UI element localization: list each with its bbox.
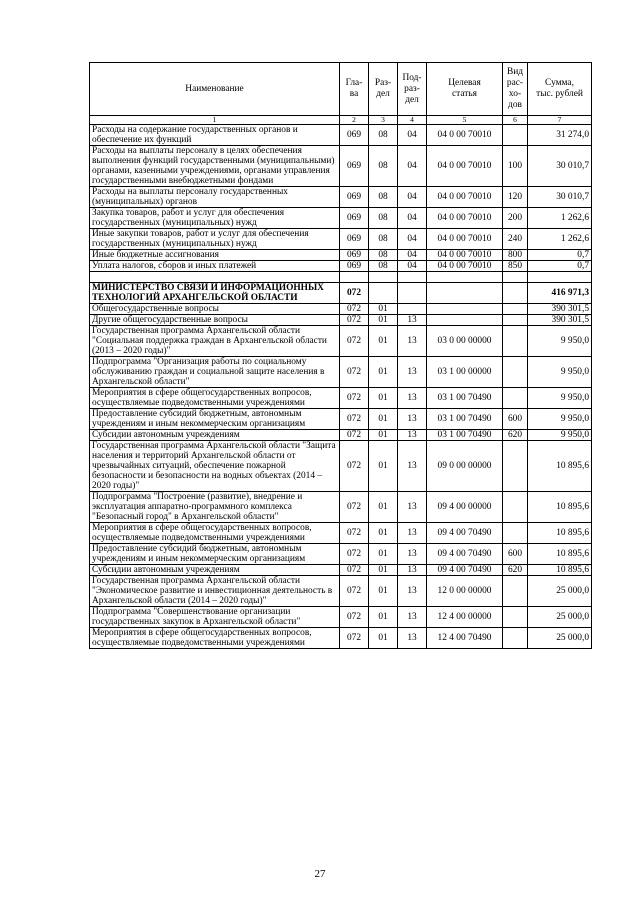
header-chapter: Гла- ва — [340, 63, 369, 116]
row-sum: 390 301,5 — [528, 304, 592, 315]
table-row — [90, 261, 592, 272]
row-subsection: 13 — [398, 492, 427, 523]
header-target-article: Целевая статья — [427, 63, 503, 116]
row-target-article: 03 1 00 00000 — [427, 357, 503, 388]
row-sum: 0,7 — [528, 261, 592, 272]
row-chapter: 069 — [340, 250, 369, 261]
table-row — [90, 315, 592, 326]
row-section: 01 — [369, 544, 398, 565]
row-section: 01 — [369, 409, 398, 430]
header-sum: Сумма, тыс. рублей — [528, 63, 592, 116]
row-target-article: 09 4 00 70490 — [427, 544, 503, 565]
header-name: Наименование — [90, 63, 340, 116]
row-name: Расходы на выплаты персоналу в целях обеспечения выполнения функций государственными (муниципальными) органами, казенными учреждениями, органами управления государственными внебюджетными фондами — [90, 146, 340, 187]
row-subsection: 04 — [398, 187, 427, 208]
row-chapter: 069 — [340, 229, 369, 250]
row-sum: 0,7 — [528, 250, 592, 261]
row-chapter: 072 — [340, 565, 369, 576]
row-section: 01 — [369, 523, 398, 544]
row-section: 08 — [369, 229, 398, 250]
row-chapter: 072 — [340, 357, 369, 388]
row-section: 01 — [369, 357, 398, 388]
row-expense-type: 800 — [503, 250, 528, 261]
row-sum: 31 274,0 — [528, 125, 592, 146]
table-row — [90, 326, 592, 357]
row-target-article: 04 0 00 70010 — [427, 146, 503, 187]
row-sum: 30 010,7 — [528, 187, 592, 208]
row-sum: 25 000,0 — [528, 576, 592, 607]
row-section: 08 — [369, 261, 398, 272]
row-target-article: 04 0 00 70010 — [427, 125, 503, 146]
row-name: Иные закупки товаров, работ и услуг для обеспечения государственных (муниципальных) нужд — [90, 229, 340, 250]
row-name: Уплата налогов, сборов и иных платежей — [90, 261, 340, 272]
row-chapter: 072 — [340, 523, 369, 544]
row-subsection: 04 — [398, 229, 427, 250]
row-chapter: 072 — [340, 430, 369, 441]
row-target-article: 09 4 00 00000 — [427, 492, 503, 523]
row-subsection: 13 — [398, 357, 427, 388]
row-name: МИНИСТЕРСТВО СВЯЗИ И ИНФОРМАЦИОННЫХ ТЕХНОЛОГИЙ АРХАНГЕЛЬСКОЙ ОБЛАСТИ — [90, 283, 340, 304]
row-section: 08 — [369, 187, 398, 208]
row-expense-type: 120 — [503, 187, 528, 208]
row-name: Субсидии автономным учреждениям — [90, 565, 340, 576]
column-number: 1 — [90, 116, 340, 125]
row-section: 08 — [369, 250, 398, 261]
row-expense-type: 620 — [503, 430, 528, 441]
row-target-article — [427, 304, 503, 315]
row-subsection: 13 — [398, 565, 427, 576]
header-row — [90, 63, 592, 116]
row-name: Мероприятия в сфере общегосударственных вопросов, осуществляемые подведомственными учреждениями — [90, 388, 340, 409]
row-target-article — [427, 283, 503, 304]
row-target-article: 04 0 00 70010 — [427, 250, 503, 261]
row-section — [369, 283, 398, 304]
column-number-row — [90, 116, 592, 125]
row-name: Расходы на содержание государственных органов и обеспечение их функций — [90, 125, 340, 146]
row-section: 01 — [369, 326, 398, 357]
row-target-article: 12 4 00 00000 — [427, 607, 503, 628]
column-number: 7 — [528, 116, 592, 125]
row-sum: 9 950,0 — [528, 357, 592, 388]
row-target-article: 04 0 00 70010 — [427, 229, 503, 250]
table-row — [90, 441, 592, 492]
row-chapter: 069 — [340, 208, 369, 229]
table-row — [90, 146, 592, 187]
row-expense-type — [503, 523, 528, 544]
row-chapter: 072 — [340, 315, 369, 326]
row-chapter: 072 — [340, 388, 369, 409]
table-row — [90, 628, 592, 649]
table-row — [90, 304, 592, 315]
column-number: 3 — [369, 116, 398, 125]
row-chapter: 069 — [340, 187, 369, 208]
row-expense-type — [503, 357, 528, 388]
row-sum: 25 000,0 — [528, 628, 592, 649]
row-name: Субсидии автономным учреждениям — [90, 430, 340, 441]
table-row — [90, 430, 592, 441]
row-expense-type — [503, 441, 528, 492]
row-target-article — [427, 315, 503, 326]
row-subsection: 13 — [398, 326, 427, 357]
table-row — [90, 283, 592, 304]
row-section: 01 — [369, 565, 398, 576]
row-name: Расходы на выплаты персоналу государственных (муниципальных) органов — [90, 187, 340, 208]
row-sum: 30 010,7 — [528, 146, 592, 187]
row-expense-type: 850 — [503, 261, 528, 272]
row-sum: 1 262,6 — [528, 229, 592, 250]
row-subsection: 13 — [398, 388, 427, 409]
row-target-article: 04 0 00 70010 — [427, 261, 503, 272]
column-number: 5 — [427, 116, 503, 125]
row-sum: 25 000,0 — [528, 607, 592, 628]
row-chapter: 069 — [340, 261, 369, 272]
table-row — [90, 492, 592, 523]
row-sum: 9 950,0 — [528, 430, 592, 441]
row-target-article: 03 1 00 70490 — [427, 388, 503, 409]
row-name: Государственная программа Архангельской области "Социальная поддержка граждан в Архангельской области (2013 – 2020 годы)" — [90, 326, 340, 357]
table-row — [90, 125, 592, 146]
table-row — [90, 208, 592, 229]
page-number: 27 — [314, 868, 326, 880]
row-subsection: 13 — [398, 523, 427, 544]
row-subsection: 04 — [398, 146, 427, 187]
row-name: Мероприятия в сфере общегосударственных вопросов, осуществляемые подведомственными учреждениями — [90, 523, 340, 544]
row-sum: 416 971,3 — [528, 283, 592, 304]
row-expense-type — [503, 326, 528, 357]
row-section: 01 — [369, 304, 398, 315]
row-name: Закупка товаров, работ и услуг для обеспечения государственных (муниципальных) нужд — [90, 208, 340, 229]
table-row — [90, 523, 592, 544]
row-name: Другие общегосударственные вопросы — [90, 315, 340, 326]
row-chapter: 072 — [340, 576, 369, 607]
table-row — [90, 272, 592, 283]
table-row — [90, 576, 592, 607]
row-chapter: 072 — [340, 326, 369, 357]
row-subsection: 04 — [398, 208, 427, 229]
row-name: Подпрограмма "Организация работы по социальному обслуживанию граждан и социальной защите населения в Архангельской области" — [90, 357, 340, 388]
row-section: 01 — [369, 430, 398, 441]
row-target-article: 12 0 00 00000 — [427, 576, 503, 607]
row-name: Государственная программа Архангельской области "Экономическое развитие и инвестиционная деятельность в Архангельской области (2014 – 2020 годы)" — [90, 576, 340, 607]
row-section: 01 — [369, 441, 398, 492]
row-subsection: 13 — [398, 576, 427, 607]
table-row — [90, 607, 592, 628]
table-row — [90, 187, 592, 208]
column-number: 6 — [503, 116, 528, 125]
row-target-article: 12 4 00 70490 — [427, 628, 503, 649]
row-name: Государственная программа Архангельской области "Защита населения и территорий Архангельской области от чрезвычайных ситуаций, обеспечение пожарной безопасности и безопасности на водных объектах (2014 – 2020 годы)" — [90, 441, 340, 492]
row-target-article: 03 1 00 70490 — [427, 409, 503, 430]
row-chapter: 072 — [340, 492, 369, 523]
table-row — [90, 544, 592, 565]
row-sum: 9 950,0 — [528, 326, 592, 357]
row-name: Подпрограмма "Построение (развитие), внедрение и эксплуатация аппаратно-программного комплекса "Безопасный город" в Архангельской области" — [90, 492, 340, 523]
table-row — [90, 565, 592, 576]
row-section: 01 — [369, 388, 398, 409]
row-subsection: 13 — [398, 315, 427, 326]
row-expense-type — [503, 272, 528, 283]
row-chapter: 072 — [340, 283, 369, 304]
row-sum: 10 895,6 — [528, 492, 592, 523]
row-subsection — [398, 283, 427, 304]
row-sum: 390 301,5 — [528, 315, 592, 326]
row-chapter: 072 — [340, 441, 369, 492]
row-expense-type — [503, 125, 528, 146]
row-expense-type: 600 — [503, 544, 528, 565]
table-row — [90, 409, 592, 430]
row-sum: 10 895,6 — [528, 544, 592, 565]
row-chapter: 072 — [340, 304, 369, 315]
row-expense-type: 200 — [503, 208, 528, 229]
row-target-article: 04 0 00 70010 — [427, 208, 503, 229]
column-number: 4 — [398, 116, 427, 125]
row-subsection: 04 — [398, 261, 427, 272]
row-expense-type: 600 — [503, 409, 528, 430]
row-subsection: 13 — [398, 409, 427, 430]
row-sum: 9 950,0 — [528, 388, 592, 409]
row-name: Общегосударственные вопросы — [90, 304, 340, 315]
budget-document — [89, 62, 592, 649]
row-name: Подпрограмма "Совершенствование организации государственных закупок в Архангельской области" — [90, 607, 340, 628]
row-expense-type — [503, 388, 528, 409]
row-subsection: 13 — [398, 430, 427, 441]
row-expense-type: 100 — [503, 146, 528, 187]
row-target-article: 09 0 00 00000 — [427, 441, 503, 492]
row-section: 01 — [369, 492, 398, 523]
row-section: 08 — [369, 208, 398, 229]
row-chapter: 072 — [340, 409, 369, 430]
row-name: Предоставление субсидий бюджетным, автономным учреждениям и иным некоммерческим организациям — [90, 409, 340, 430]
row-expense-type — [503, 315, 528, 326]
row-sum — [528, 272, 592, 283]
table-row — [90, 229, 592, 250]
row-expense-type — [503, 576, 528, 607]
row-target-article — [427, 272, 503, 283]
row-target-article: 09 4 00 70490 — [427, 523, 503, 544]
table-row — [90, 250, 592, 261]
row-subsection: 04 — [398, 125, 427, 146]
row-expense-type — [503, 492, 528, 523]
row-name: Мероприятия в сфере общегосударственных вопросов, осуществляемые подведомственными учреждениями — [90, 628, 340, 649]
row-section: 01 — [369, 576, 398, 607]
row-sum: 10 895,6 — [528, 523, 592, 544]
row-section — [369, 272, 398, 283]
table-row — [90, 388, 592, 409]
row-target-article: 03 1 00 70490 — [427, 430, 503, 441]
row-section: 01 — [369, 628, 398, 649]
row-sum: 10 895,6 — [528, 565, 592, 576]
row-sum: 9 950,0 — [528, 409, 592, 430]
header-expense-type: Вид рас- хо- дов — [503, 63, 528, 116]
row-sum: 1 262,6 — [528, 208, 592, 229]
row-chapter: 069 — [340, 146, 369, 187]
table-row — [90, 357, 592, 388]
row-subsection: 04 — [398, 250, 427, 261]
row-name: Иные бюджетные ассигнования — [90, 250, 340, 261]
row-section: 08 — [369, 125, 398, 146]
row-section: 08 — [369, 146, 398, 187]
row-chapter: 072 — [340, 544, 369, 565]
row-subsection: 13 — [398, 628, 427, 649]
row-section: 01 — [369, 315, 398, 326]
header-subsection: Под- раз- дел — [398, 63, 427, 116]
row-chapter: 069 — [340, 125, 369, 146]
header-section: Раз- дел — [369, 63, 398, 116]
column-number: 2 — [340, 116, 369, 125]
budget-table — [89, 62, 592, 649]
row-chapter: 072 — [340, 628, 369, 649]
row-expense-type — [503, 283, 528, 304]
row-chapter — [340, 272, 369, 283]
row-subsection: 13 — [398, 607, 427, 628]
row-subsection — [398, 272, 427, 283]
row-chapter: 072 — [340, 607, 369, 628]
row-target-article: 03 0 00 00000 — [427, 326, 503, 357]
row-expense-type: 240 — [503, 229, 528, 250]
row-subsection — [398, 304, 427, 315]
row-subsection: 13 — [398, 544, 427, 565]
row-target-article: 04 0 00 70010 — [427, 187, 503, 208]
row-target-article: 09 4 00 70490 — [427, 565, 503, 576]
row-expense-type — [503, 304, 528, 315]
row-expense-type: 620 — [503, 565, 528, 576]
row-section: 01 — [369, 607, 398, 628]
row-name: Предоставление субсидий бюджетным, автономным учреждениям и иным некоммерческим организациям — [90, 544, 340, 565]
row-subsection: 13 — [398, 441, 427, 492]
row-sum: 10 895,6 — [528, 441, 592, 492]
row-expense-type — [503, 628, 528, 649]
row-name — [90, 272, 340, 283]
row-expense-type — [503, 607, 528, 628]
